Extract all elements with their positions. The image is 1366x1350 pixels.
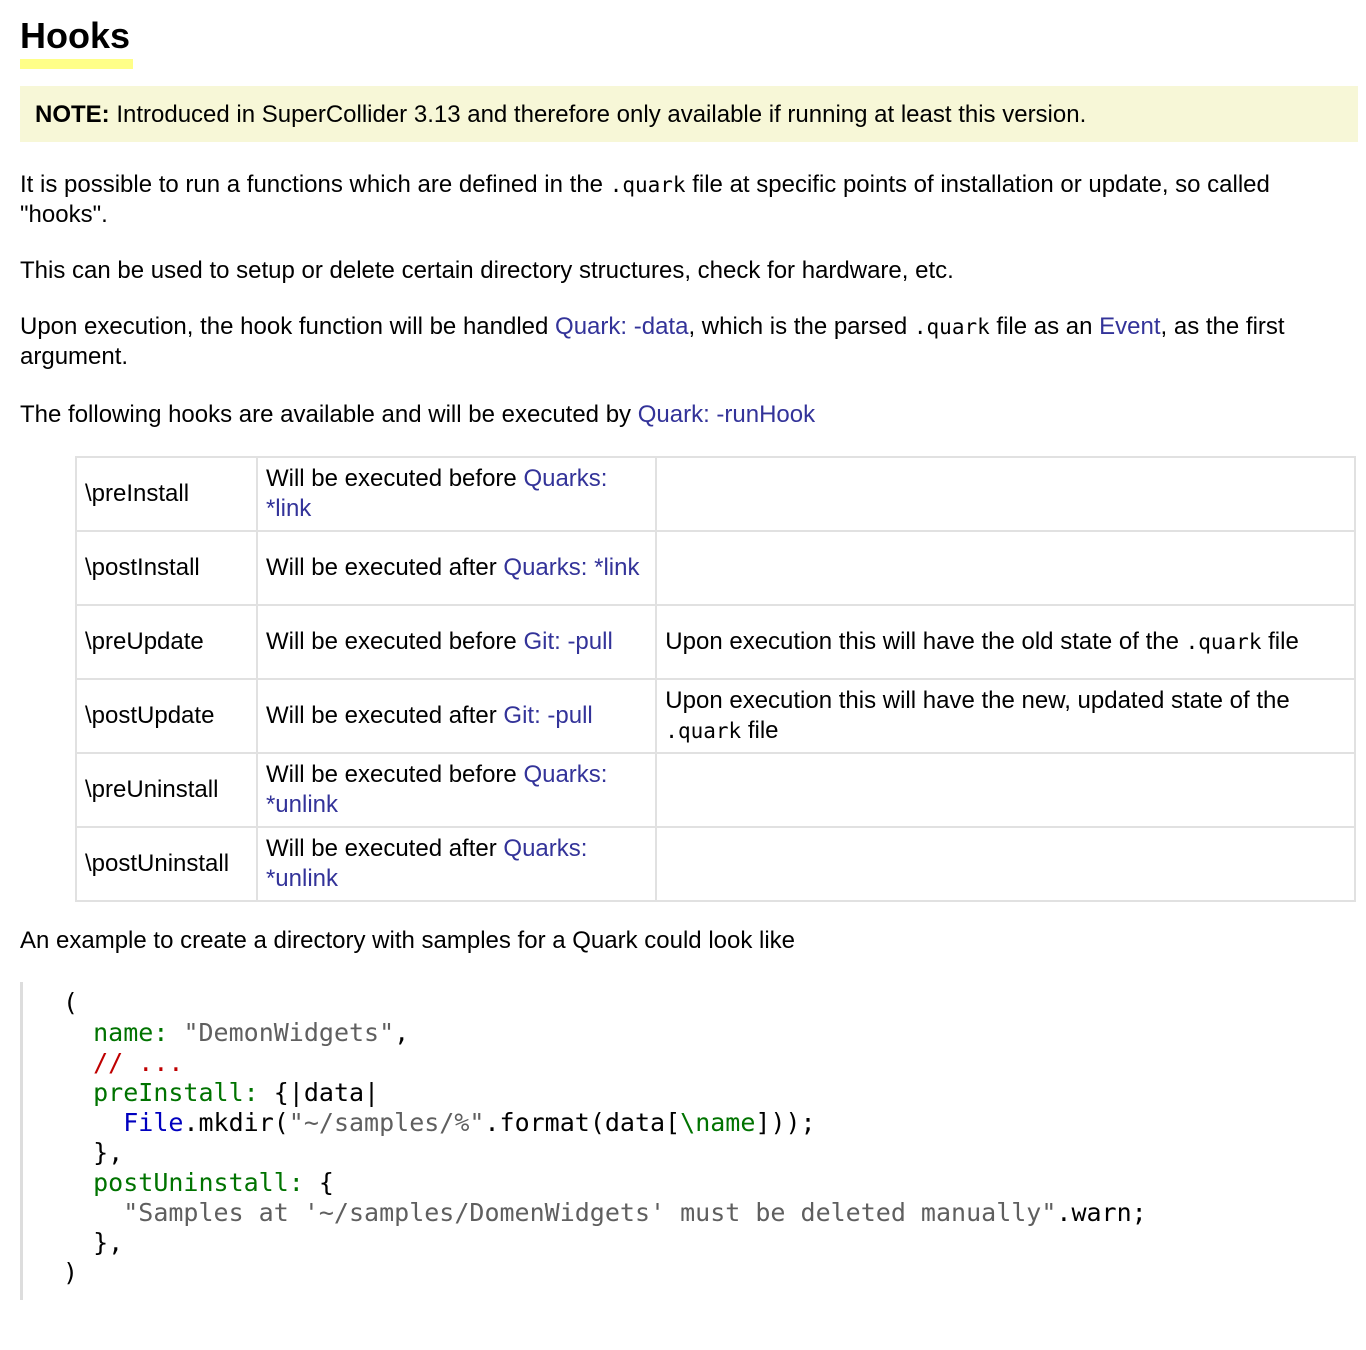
hook-reference-link[interactable]: Git: -pull (503, 702, 593, 729)
table-row (76, 827, 1355, 901)
table-row (76, 753, 1355, 827)
hook-note-text: Upon execution this will have the new, updated state of the (665, 687, 1290, 714)
link-quark-data[interactable]: Quark: -data (555, 313, 689, 340)
code-block: ( name: "DemonWidgets", // ... preInstall: {|data| File.mkdir("~/samples/%".format(data[\name])); }, postUninstall: { "Samples at '~/samples/DomenWidgets' must be deleted manually".warn; }, ) (63, 988, 1147, 1287)
hook-description: Will be executed before (265, 628, 524, 655)
paragraph-example: An example to create a directory with samples for a Quark could look like (20, 927, 796, 954)
table-row (76, 605, 1355, 679)
hook-description-cell (257, 605, 656, 679)
hook-description: Will be executed after (265, 835, 504, 862)
hook-reference-link[interactable]: Quarks: *unlink (265, 761, 608, 818)
hook-note-cell (656, 679, 1355, 753)
code-example (20, 982, 1358, 1300)
paragraph-hooks-list (20, 400, 1350, 430)
hook-description-cell (257, 679, 656, 753)
hook-name-cell: \postUninstall (76, 827, 257, 901)
hook-description: Will be executed before (265, 761, 524, 788)
hook-description-cell (257, 457, 656, 531)
inline-code: .quark (913, 315, 990, 339)
hook-reference-link[interactable]: Quarks: *unlink (265, 835, 588, 892)
exec-text-c: file as an (989, 313, 1100, 340)
hook-name-cell: \postInstall (76, 531, 257, 605)
exec-text-a: Upon execution, the hook function will be handled (20, 313, 556, 340)
hook-description: Will be executed before (265, 465, 524, 492)
hook-reference-link[interactable]: Git: -pull (523, 628, 613, 655)
hook-description-cell (257, 827, 656, 901)
hook-note-text: Upon execution this will have the old state of the (665, 628, 1186, 655)
intro-text-b: file at specific points of installation or update, so called "hooks". (20, 171, 1270, 228)
exec-text-b: , which is the parsed (688, 313, 914, 340)
hook-note-text: file (1261, 628, 1299, 655)
link-quark-runhook[interactable]: Quark: -runHook (637, 401, 816, 428)
note-text: Introduced in SuperCollider 3.13 and therefore only available if running at least this version. (109, 101, 1087, 128)
hook-note-text: file (741, 717, 779, 744)
hook-name-cell: \preUpdate (76, 605, 257, 679)
table-row (76, 457, 1355, 531)
hook-name-cell: \postUpdate (76, 679, 257, 753)
note-box (20, 86, 1358, 142)
hook-reference-link[interactable]: Quarks: *link (265, 465, 608, 522)
hook-note-cell (656, 605, 1355, 679)
title-underline (20, 59, 133, 69)
inline-code: .quark (665, 719, 742, 743)
inline-code: .quark (1185, 630, 1262, 654)
table-row (76, 531, 1355, 605)
table-row (76, 679, 1355, 753)
note-label: NOTE: (35, 101, 110, 128)
page-title: Hooks (20, 15, 131, 56)
intro-text-a: It is possible to run a functions which are defined in the (20, 171, 610, 198)
paragraph-usage: This can be used to setup or delete certain directory structures, check for hardware, etc. (20, 257, 954, 284)
hook-description: Will be executed after (265, 554, 504, 581)
hooks-table (75, 456, 1356, 902)
hook-name-cell: \preInstall (76, 457, 257, 531)
hook-note-cell (656, 753, 1355, 827)
exec-text-d: , as the first argument. (20, 313, 1285, 370)
hook-reference-link[interactable]: Quarks: *link (503, 554, 640, 581)
hook-description-cell (257, 531, 656, 605)
hook-note-cell (656, 531, 1355, 605)
link-event[interactable]: Event (1099, 313, 1161, 340)
hook-name-cell: \preUninstall (76, 753, 257, 827)
hook-note-cell (656, 827, 1355, 901)
paragraph-intro (20, 170, 1350, 230)
hook-description: Will be executed after (265, 702, 504, 729)
hook-description-cell (257, 753, 656, 827)
hook-note-cell (656, 457, 1355, 531)
hooks-list-text: The following hooks are available and will be executed by (20, 401, 638, 428)
paragraph-execution (20, 312, 1350, 372)
inline-code: .quark (609, 173, 686, 197)
